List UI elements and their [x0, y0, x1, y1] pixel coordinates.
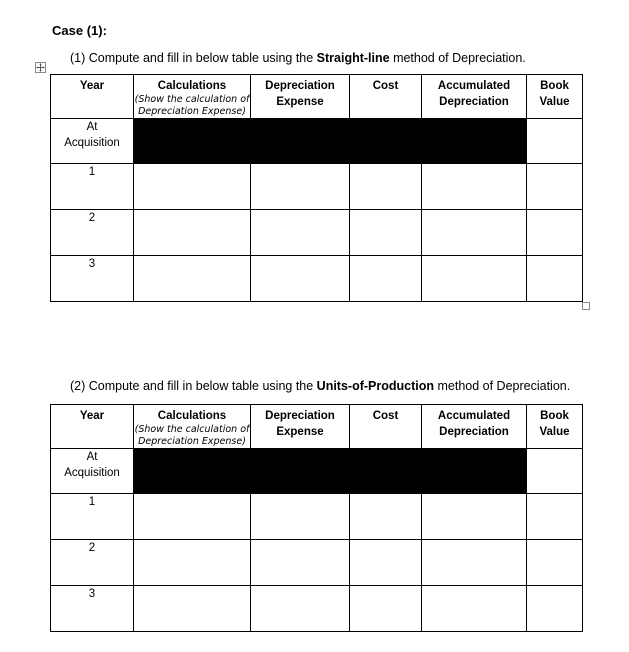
book-label-2: Value [539, 96, 570, 108]
header-row [51, 405, 583, 449]
depreciation-label-2: Expense [276, 426, 324, 438]
case-title: Case (1): [52, 23, 107, 38]
calculations-note-2: Depreciation Expense) [138, 436, 246, 447]
header-year: Year [51, 75, 134, 119]
book-value-cell[interactable] [527, 494, 583, 540]
calculations-cell[interactable] [134, 540, 251, 586]
table-move-handle-icon[interactable] [35, 62, 46, 73]
table-resize-handle[interactable] [582, 302, 590, 310]
depreciation-cell[interactable] [251, 164, 350, 210]
cost-cell[interactable] [350, 586, 422, 632]
header-book-value [527, 75, 583, 119]
redacted-cell [134, 449, 527, 494]
table-row [51, 119, 583, 164]
accumulated-cell[interactable] [422, 164, 527, 210]
accumulated-cell[interactable] [422, 256, 527, 302]
straight-line-table [50, 74, 583, 302]
calculations-label: Calculations [157, 410, 227, 422]
cost-cell[interactable] [350, 164, 422, 210]
header-calculations [134, 75, 251, 119]
header-row [51, 75, 583, 119]
table-row [51, 449, 583, 494]
instruction-prefix: (2) Compute and fill in below table using the [70, 379, 317, 393]
instruction-prefix: (1) Compute and fill in below table using the [70, 51, 317, 65]
depreciation-label-2: Expense [276, 96, 324, 108]
book-value-cell[interactable] [527, 119, 583, 164]
table-row [51, 164, 583, 210]
calculations-cell[interactable] [134, 164, 251, 210]
book-value-cell[interactable] [527, 256, 583, 302]
depreciation-cell[interactable] [251, 586, 350, 632]
table-row [51, 540, 583, 586]
accumulated-label-2: Depreciation [439, 426, 509, 438]
accumulated-label-2: Depreciation [439, 96, 509, 108]
book-value-cell[interactable] [527, 210, 583, 256]
year-cell-acquisition [51, 119, 134, 164]
cost-cell[interactable] [350, 210, 422, 256]
instruction-suffix: method of Depreciation. [389, 51, 526, 65]
redacted-cell [134, 119, 527, 164]
calculations-cell[interactable] [134, 494, 251, 540]
method-name: Straight-line [316, 51, 390, 65]
book-label-1: Book [540, 410, 569, 422]
calculations-cell[interactable] [134, 586, 251, 632]
book-value-cell[interactable] [527, 586, 583, 632]
book-value-cell[interactable] [527, 164, 583, 210]
accumulated-cell[interactable] [422, 494, 527, 540]
calculations-label: Calculations [157, 80, 227, 92]
table-row [51, 586, 583, 632]
accumulated-cell[interactable] [422, 586, 527, 632]
method-name: Units-of-Production [316, 379, 435, 393]
cost-cell[interactable] [350, 494, 422, 540]
cost-cell[interactable] [350, 540, 422, 586]
book-value-cell[interactable] [527, 540, 583, 586]
header-year: Year [51, 405, 134, 449]
header-book-value [527, 405, 583, 449]
units-of-production-instruction [70, 379, 570, 393]
depreciation-label-1: Depreciation [265, 80, 335, 92]
acquisition-label-2: Acquisition [64, 467, 120, 479]
acquisition-label-1: At [86, 121, 98, 133]
year-cell: 2 [51, 540, 134, 586]
header-accumulated-depreciation [422, 75, 527, 119]
calculations-note-2: Depreciation Expense) [138, 106, 246, 117]
depreciation-cell[interactable] [251, 540, 350, 586]
book-label-2: Value [539, 426, 570, 438]
accumulated-cell[interactable] [422, 540, 527, 586]
calculations-cell[interactable] [134, 210, 251, 256]
book-label-1: Book [540, 80, 569, 92]
depreciation-cell[interactable] [251, 494, 350, 540]
units-of-production-table [50, 404, 583, 632]
header-cost: Cost [350, 405, 422, 449]
header-depreciation-expense [251, 75, 350, 119]
instruction-suffix: method of Depreciation. [434, 379, 571, 393]
year-cell: 2 [51, 210, 134, 256]
table-row [51, 256, 583, 302]
straight-line-instruction [70, 51, 526, 65]
cost-cell[interactable] [350, 256, 422, 302]
year-cell: 1 [51, 494, 134, 540]
year-cell: 3 [51, 586, 134, 632]
depreciation-label-1: Depreciation [265, 410, 335, 422]
header-cost: Cost [350, 75, 422, 119]
acquisition-label-1: At [86, 451, 98, 463]
year-cell: 3 [51, 256, 134, 302]
table-row [51, 494, 583, 540]
calculations-note-1: (Show the calculation of [134, 94, 250, 105]
depreciation-cell[interactable] [251, 256, 350, 302]
table-row [51, 210, 583, 256]
header-depreciation-expense [251, 405, 350, 449]
year-cell: 1 [51, 164, 134, 210]
year-cell-acquisition [51, 449, 134, 494]
header-calculations [134, 405, 251, 449]
acquisition-label-2: Acquisition [64, 137, 120, 149]
header-accumulated-depreciation [422, 405, 527, 449]
accumulated-cell[interactable] [422, 210, 527, 256]
book-value-cell[interactable] [527, 449, 583, 494]
depreciation-cell[interactable] [251, 210, 350, 256]
calculations-cell[interactable] [134, 256, 251, 302]
calculations-note-1: (Show the calculation of [134, 424, 250, 435]
accumulated-label-1: Accumulated [437, 80, 511, 92]
accumulated-label-1: Accumulated [437, 410, 511, 422]
